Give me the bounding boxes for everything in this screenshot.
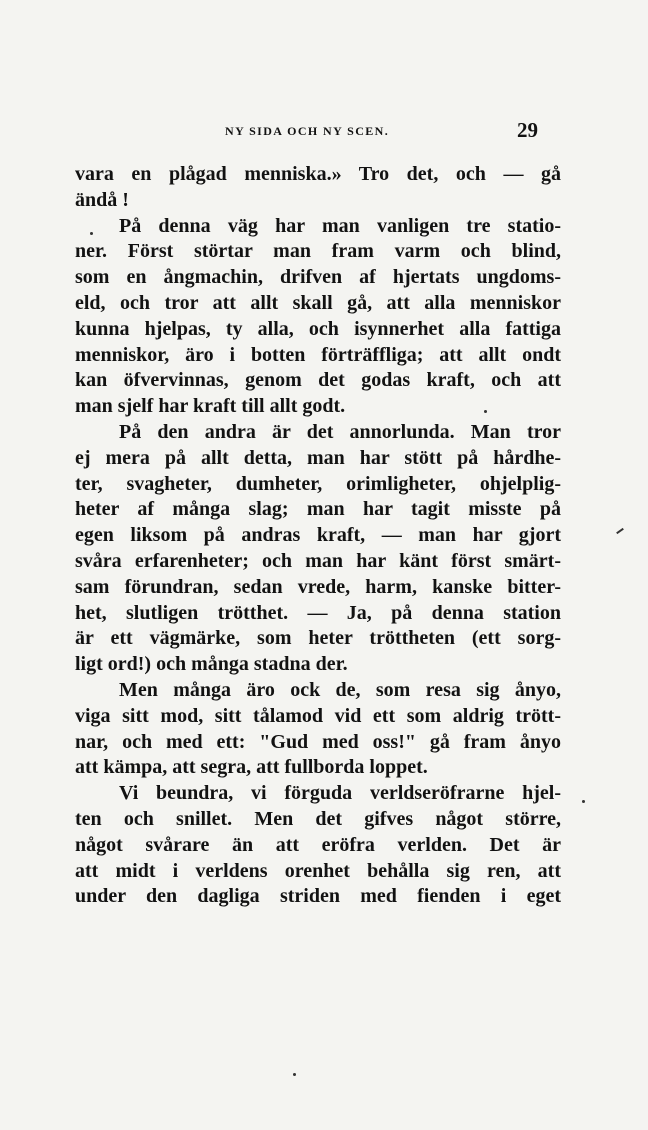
paper-speck — [484, 410, 487, 413]
text-line: eld, och tror att allt skall gå, att alla menniskor — [75, 291, 561, 314]
page-number: 29 — [517, 118, 538, 142]
paper-speck — [293, 1073, 296, 1076]
text-line: Vi beundra, vi förguda verldseröfrarne hjel- — [119, 782, 561, 805]
text-line: ej mera på allt detta, man har stött på hårdhe- — [75, 446, 561, 469]
text-line: att kämpa, att segra, att fullborda loppet. — [75, 756, 428, 779]
running-header — [75, 118, 565, 148]
text-line: svåra erfarenheter; och man har känt först smärt- — [75, 549, 561, 572]
text-line: kan öfvervinnas, genom det godas kraft, och att — [75, 369, 561, 392]
text-line: sam förundran, sedan vrede, harm, kanske bitter- — [75, 575, 561, 598]
text-line: heter af många slag; man har tagit misste på — [75, 498, 561, 521]
text-line: ten och snillet. Men det gifves något större, — [75, 807, 561, 830]
body-text — [75, 162, 561, 910]
text-line: nar, och med ett: "Gud med oss!" gå fram ånyo — [75, 730, 561, 753]
text-line: kunna hjelpas, ty alla, och isynnerhet alla fattiga — [75, 317, 561, 340]
text-line: På denna väg har man vanligen tre statio- — [119, 214, 561, 237]
paper-speck — [90, 232, 93, 235]
text-line: ligt ord!) och många stadna der. — [75, 653, 348, 676]
text-line: man sjelf har kraft till allt godt. — [75, 395, 346, 418]
text-line: som en ångmachin, drifven af hjertats ungdoms- — [75, 266, 561, 289]
text-line: menniskor, äro i botten förträffliga; att allt ondt — [75, 343, 561, 366]
text-line: något svårare än att eröfra verlden. Det är — [75, 833, 561, 856]
text-line: att midt i verldens orenhet behålla sig ren, att — [75, 859, 561, 882]
margin-mark — [616, 528, 624, 534]
text-line: ter, svagheter, dumheter, orimligheter, ohjelplig- — [75, 472, 561, 495]
text-line: egen liksom på andras kraft, — man har gjort — [75, 524, 561, 547]
text-line: het, slutligen trötthet. — Ja, på denna station — [75, 601, 561, 624]
text-line: under den dagliga striden med fienden i eget — [75, 885, 561, 908]
text-line: På den andra är det annorlunda. Man tror — [119, 420, 561, 443]
text-line: viga sitt mod, sitt tålamod vid ett som aldrig trött- — [75, 704, 561, 727]
text-line: ändå ! — [75, 188, 129, 211]
text-line: är ett vägmärke, som heter tröttheten (ett sorg- — [75, 627, 561, 650]
text-line: Men många äro ock de, som resa sig ånyo, — [119, 678, 561, 701]
text-line: ner. Först störtar man fram varm och blind, — [75, 240, 561, 263]
running-title: NY SIDA OCH NY SCEN. — [225, 124, 390, 138]
text-line: vara en plågad menniska.» Tro det, och — gå — [75, 163, 561, 185]
paper-speck — [582, 800, 585, 803]
